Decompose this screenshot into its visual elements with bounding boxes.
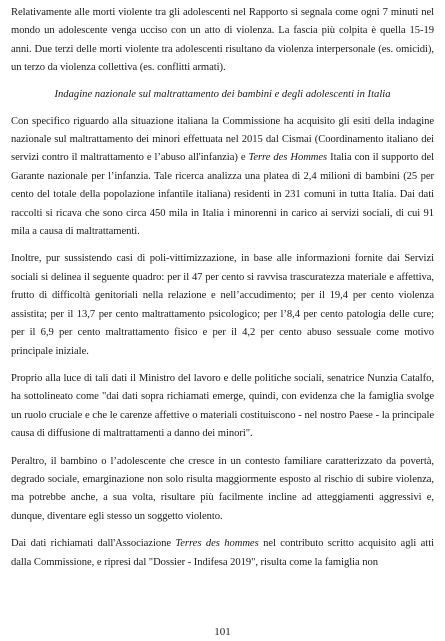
text-segment: nel contributo scritto acquisito agli atti dalla Commissione, e ripresi dal "Dossier - Indifesa 2019", risulta come la famiglia non (11, 538, 434, 568)
text-segment: Italia con il supporto del Garante nazionale per l’infanzia. Tale ricerca analizza una platea di 2,4 milioni di bambini (25 per cento del totale della popolazione infantile italiana) residenti in 231 comuni in tutta Italia. Dai dati raccolti si ricava che sono circa 450 mila in Italia i minorenni in carico ai servizi sociali, di cui 91 mila a causa di maltrattamenti. (11, 152, 434, 238)
italic-text: Indagine nazionale sul maltrattamento dei bambini e degli adolescenti in Italia (54, 88, 391, 100)
paragraph (11, 535, 434, 572)
italic-text: Terre des Hommes (248, 152, 328, 164)
text-segment: Proprio alla luce di tali dati il Ministro del lavoro e delle politiche sociali, senatrice Nunzia Catalfo, ha sottolineato come "dai dati sopra richiamati emerge, quindi, con evidenza che la famiglia svolge un ruolo cruciale e che le carenze affettive o materiali costituiscono - nel nostro Paese - la principale causa di diffusione di maltrattamenti a danno dei minori". (11, 372, 434, 440)
text-segment: Peraltro, il bambino o l’adolescente che cresce in un contesto familiare caratterizzato da povertà, degrado sociale, emarginazione non solo risulta maggiormente esposto al rischio di subire violenza, ma potrebbe anche, a sua volta, risultare più facilmente incline ad atteggiamenti aggressivi e, dunque, diventare egli stesso un soggetto violento. (11, 455, 434, 522)
page-number: 101 (214, 626, 231, 638)
paragraph (11, 4, 434, 78)
paragraph (11, 250, 434, 360)
paragraph (11, 113, 434, 242)
section-heading (11, 87, 434, 103)
text-segment: Inoltre, pur sussistendo casi di poli-vittimizzazione, in base alle informazioni fornite dai Servizi sociali si delinea il seguente quadro: per il 47 per cento si ravvisa trascuratezza materiale e affettiva, frutto di difficoltà genitoriali nella relazione e nell’accudimento; per il 19,4 per cento violenza assistita; per il 13,7 per cento maltrattamento psicologico; per l’8,4 per cento patologia delle cure; per il 6,9 per cento maltrattamento fisico e per il 4,2 per cento abuso sessuale come motivo principale iniziale. (11, 253, 434, 357)
paragraph (11, 370, 434, 444)
text-segment: Relativamente alle morti violente tra gli adolescenti nel Rapporto si segnala come ogni 7 minuti nel mondo un adolescente venga ucciso con un atto di violenza. La fascia più colpita è quella 15-19 anni. Due terzi delle morti violente tra adolescenti risultano da violenza interpersonale (es. omicidi), un terzo da violenza collettiva (es. conflitti armati). (11, 7, 434, 74)
document-body (11, 4, 434, 572)
text-segment: Con specifico riguardo alla situazione italiana la Commissione ha acquisito gli esiti della indagine nazionale sul maltrattamento dei minori effettuata nel 2015 dal Cismai (Coordinamento italiano dei servizi contro il maltrattamento e l’abuso all'infanzia) e (11, 115, 434, 164)
paragraph (11, 453, 434, 527)
text-segment: Dai dati richiamati dall'Associazione (11, 538, 176, 550)
italic-text: Terres des hommes (175, 538, 259, 550)
